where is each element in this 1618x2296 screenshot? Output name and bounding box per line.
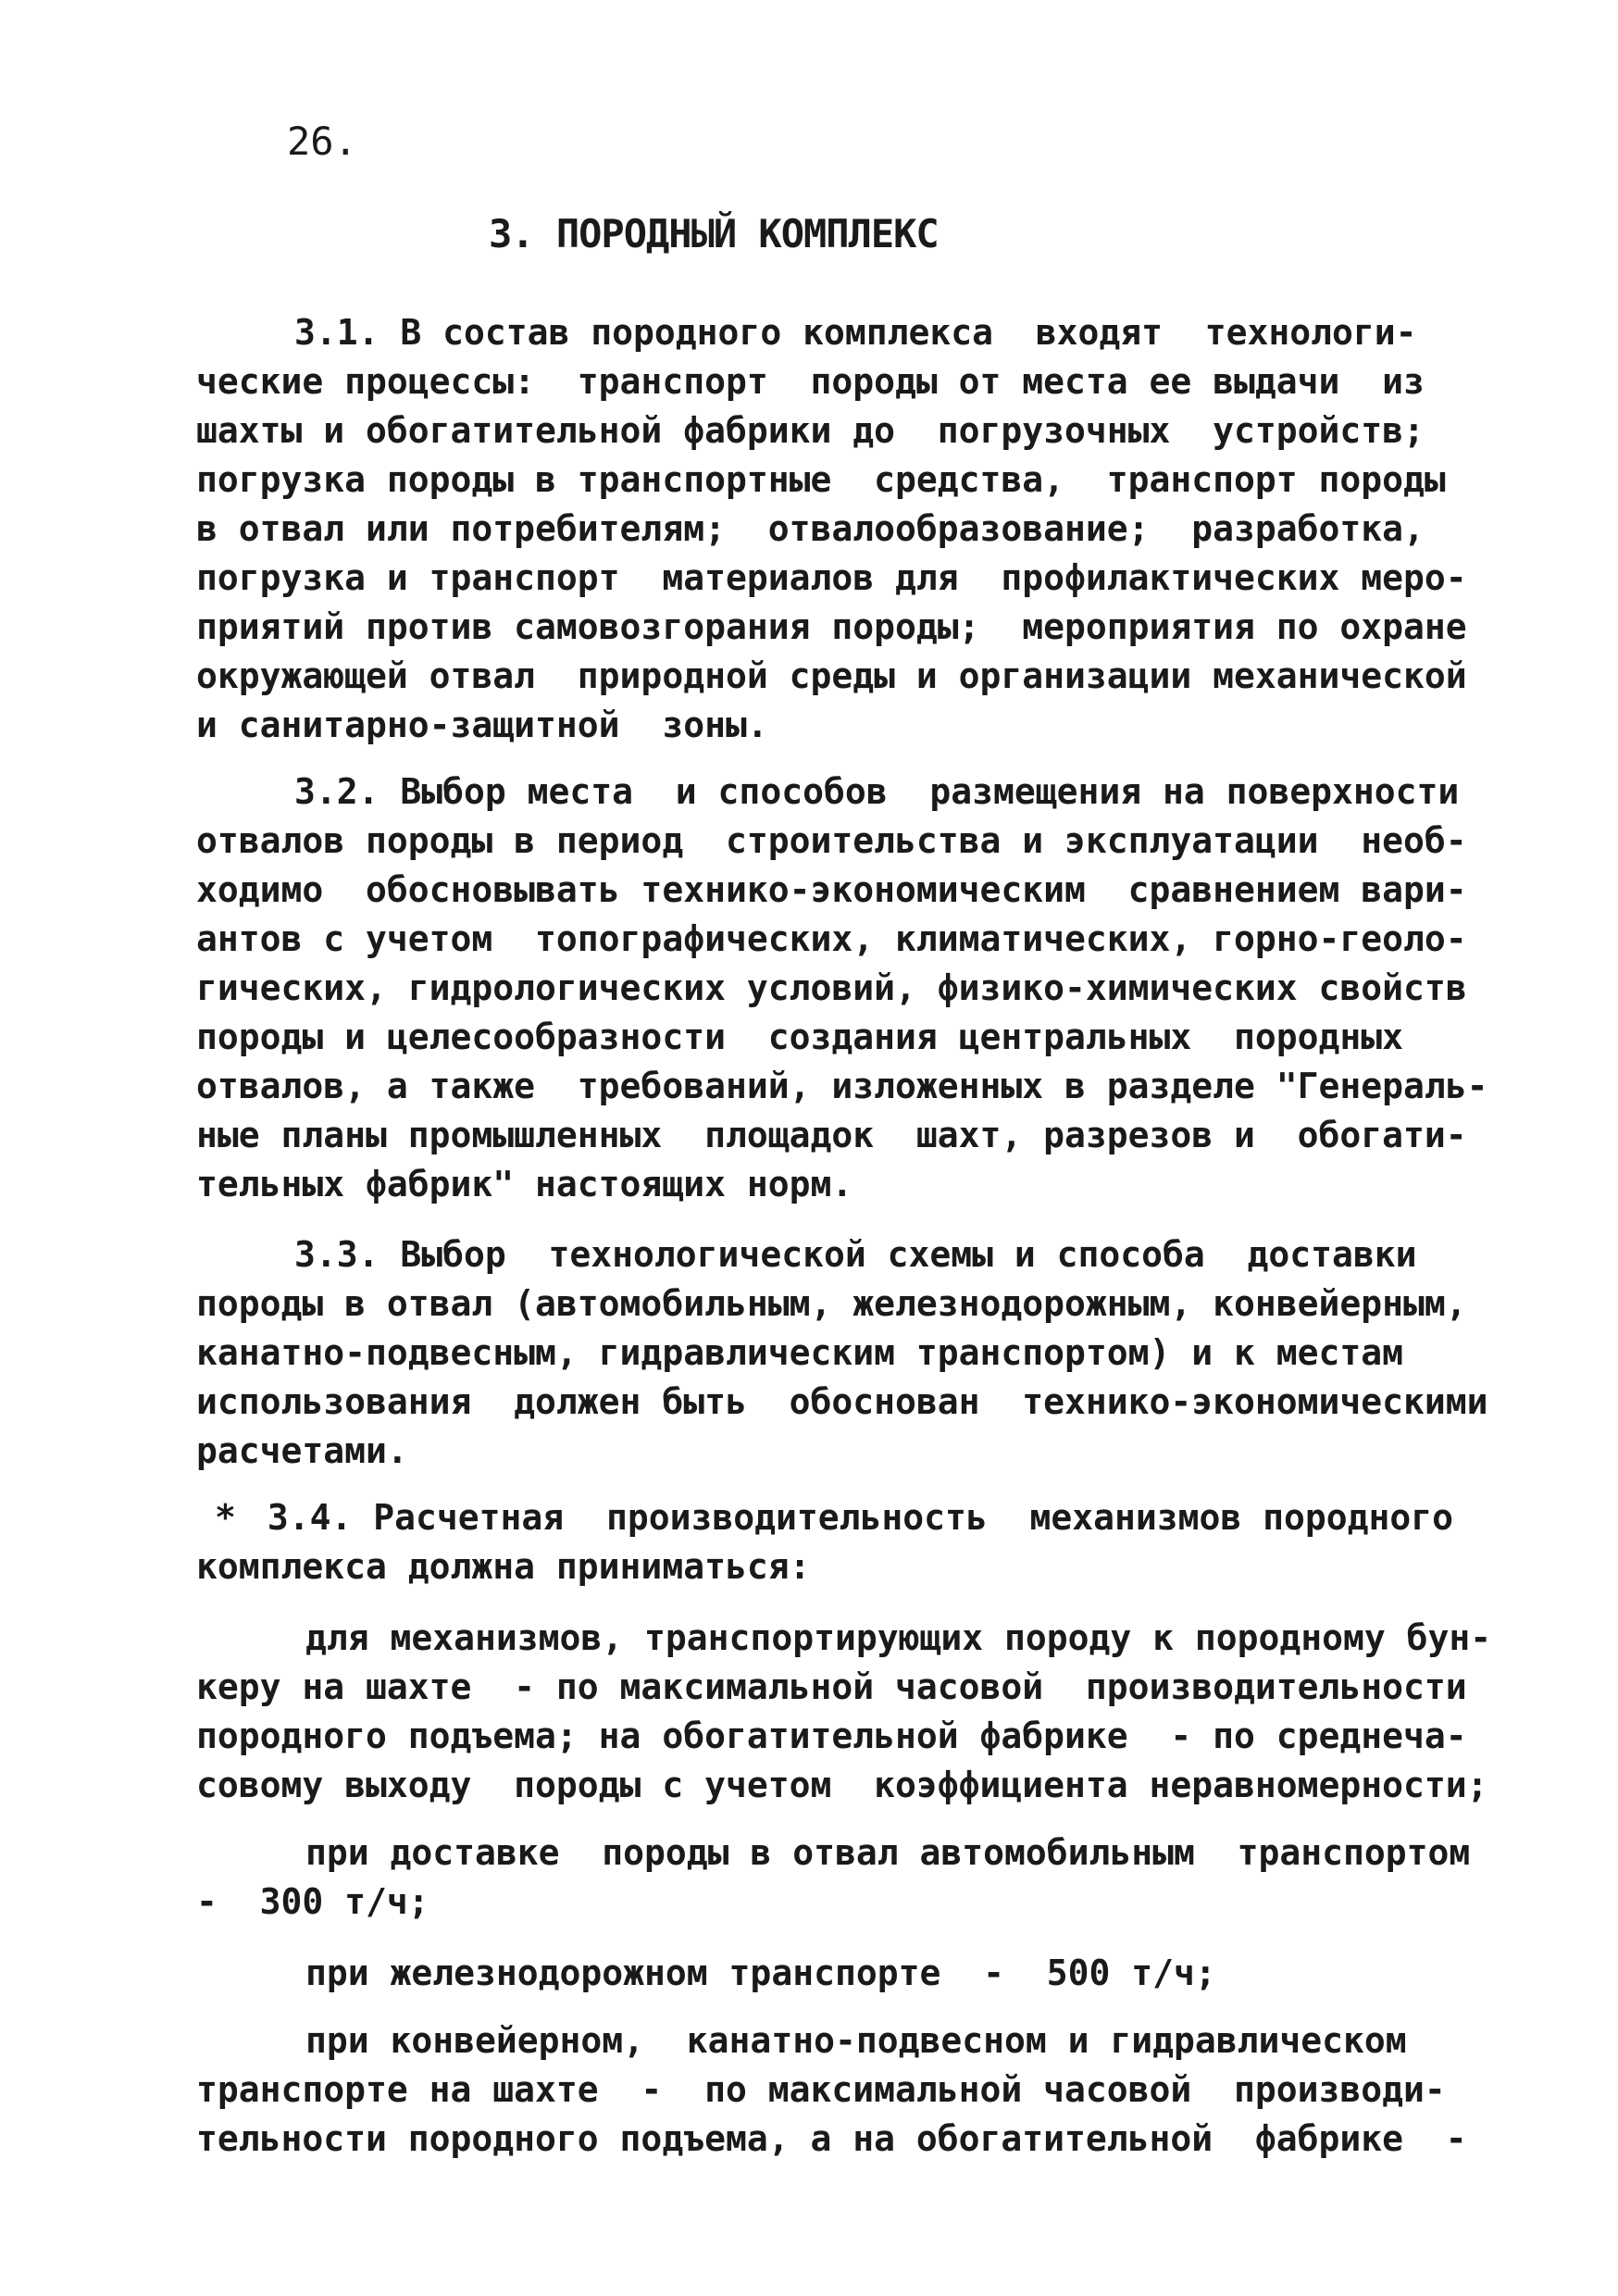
text-line: погрузка и транспорт материалов для профилактических меро-: [196, 557, 1467, 598]
text-line: и санитарно-защитной зоны.: [196, 705, 768, 745]
text-line: для механизмов, транспортирующих породу к породному бун-: [305, 1617, 1492, 1658]
text-line: 3.1. В состав породного комплекса входят технологи-: [294, 312, 1417, 353]
text-line-content: 3.4. Расчетная производительность механизмов породного: [267, 1497, 1454, 1538]
text-line: приятий против самовозгорания породы; мероприятия по охране: [196, 606, 1467, 647]
text-line: породы и целесообразности создания центральных породных: [196, 1017, 1404, 1057]
text-line: антов с учетом топографических, климатических, горно-геоло-: [196, 918, 1467, 959]
asterisk-marker: *: [215, 1497, 236, 1538]
text-line: керу на шахте - по максимальной часовой производительности: [196, 1666, 1467, 1707]
text-line: 3.2. Выбор места и способов размещения на поверхности: [294, 771, 1460, 812]
text-line: при железнодорожном транспорте - 500 т/ч;: [305, 1953, 1216, 1993]
text-line: ческие процессы: транспорт породы от места ее выдачи из: [196, 361, 1425, 402]
page-number: 26.: [287, 119, 357, 164]
text-line: шахты и обогатительной фабрики до погрузочных устройств;: [196, 410, 1425, 451]
text-line: погрузка породы в транспортные средства, транспорт породы: [196, 459, 1446, 500]
text-line: транспорте на шахте - по максимальной часовой производи-: [196, 2069, 1446, 2110]
text-line: в отвал или потребителям; отвалообразование; разработка,: [196, 508, 1425, 549]
text-line: породного подъема; на обогатительной фабрике - по среднеча-: [196, 1716, 1467, 1756]
section-title: 3. ПОРОДНЫЙ КОМПЛЕКС: [489, 211, 939, 256]
text-line: окружающей отвал природной среды и организации механической: [196, 655, 1467, 696]
text-line: совому выходу породы с учетом коэффициента неравномерности;: [196, 1765, 1488, 1805]
text-line: использования должен быть обоснован технико-экономическими: [196, 1381, 1488, 1422]
text-line: отвалов породы в период строительства и эксплуатации необ-: [196, 820, 1467, 861]
text-line: ходимо обосновывать технико-экономическим сравнением вари-: [196, 869, 1467, 910]
text-line: - 300 т/ч;: [196, 1881, 429, 1922]
text-line: отвалов, а также требований, изложенных в разделе "Генераль-: [196, 1066, 1488, 1106]
text-line: 3.3. Выбор технологической схемы и способа доставки: [294, 1234, 1417, 1275]
text-line: породы в отвал (автомобильным, железнодорожным, конвейерным,: [196, 1283, 1467, 1324]
text-line: канатно-подвесным, гидравлическим транспортом) и к местам: [196, 1332, 1404, 1373]
text-line: при доставке породы в отвал автомобильным транспортом: [305, 1832, 1471, 1873]
text-line: тельности породного подъема, а на обогатительной фабрике -: [196, 2118, 1467, 2159]
text-line: расчетами.: [196, 1430, 408, 1471]
text-line: тельных фабрик" настоящих норм.: [196, 1164, 853, 1204]
text-line: ные планы промышленных площадок шахт, разрезов и обогати-: [196, 1115, 1467, 1155]
text-line: [215, 1497, 1474, 1538]
text-line: гических, гидрологических условий, физико-химических свойств: [196, 967, 1467, 1008]
text-line: комплекса должна приниматься:: [196, 1546, 811, 1587]
text-line: при конвейерном, канатно-подвесном и гидравлическом: [305, 2020, 1407, 2061]
